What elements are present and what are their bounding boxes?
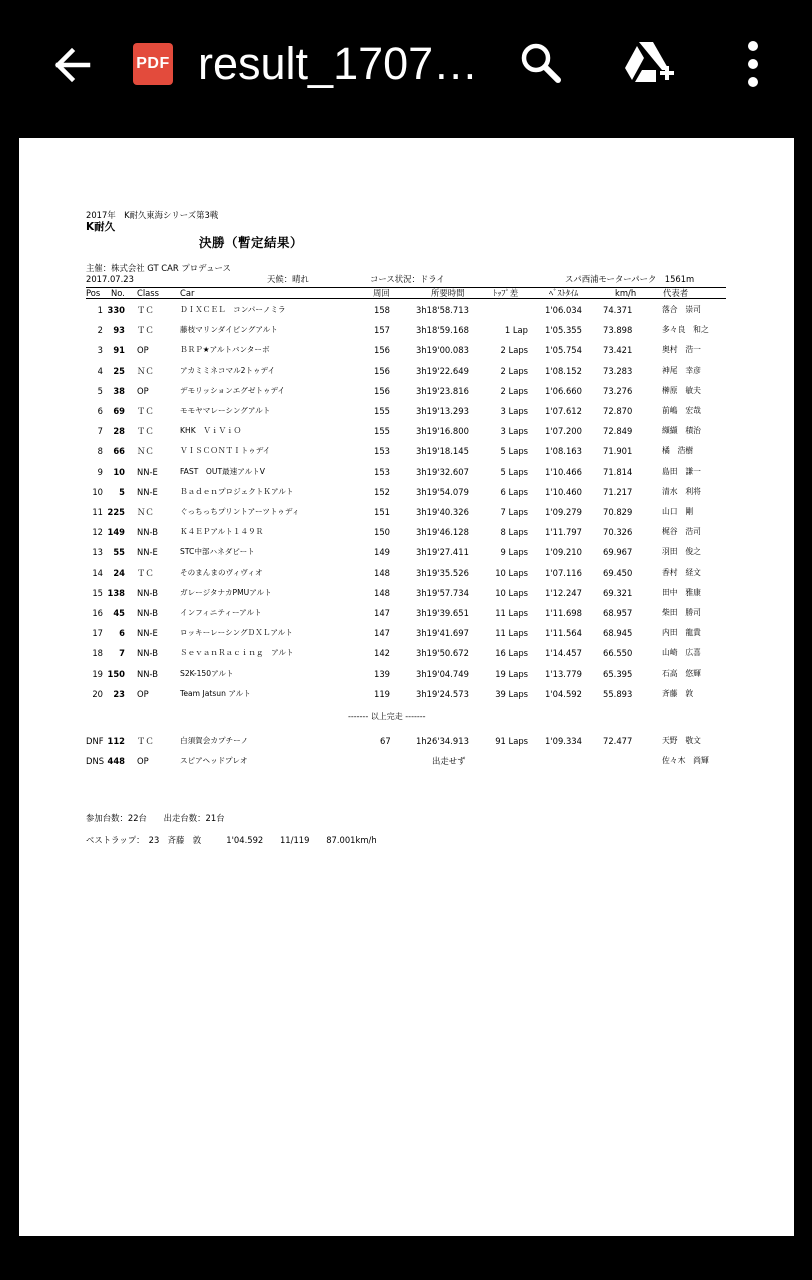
gap: 9 Laps (500, 547, 528, 558)
car-number: 448 (107, 756, 125, 766)
col-kmh: km/h (615, 288, 637, 298)
col-gap: ﾄｯﾌﾟ差 (493, 288, 519, 298)
pos: 15 (92, 587, 103, 598)
speed: 69.450 (603, 567, 633, 578)
total-time: 1h26'34.913 (416, 736, 469, 746)
best-time: 1'07.116 (545, 567, 582, 578)
speed: 65.395 (603, 668, 633, 679)
pos: DNS (86, 756, 105, 766)
total-time: 3h19'32.607 (416, 466, 469, 477)
class: NN-B (137, 587, 158, 598)
pdf-page[interactable] (19, 138, 794, 1236)
table-row (86, 486, 726, 498)
speed: 69.321 (603, 587, 633, 598)
col-pos: Pos (86, 288, 101, 298)
driver: 山口 剛 (662, 507, 694, 516)
table-row (86, 385, 726, 397)
laps: 155 (374, 426, 390, 437)
laps: 139 (374, 668, 390, 679)
class: ＴＣ (137, 325, 154, 336)
gap: 7 Laps (500, 507, 528, 517)
laps: 156 (374, 365, 390, 376)
gap: 91 Laps (495, 736, 528, 746)
table-row (86, 365, 726, 377)
car-name: STC中部ハネダビート (180, 547, 255, 557)
class: NN-E (137, 486, 158, 497)
car-name: ＢＲＰ★アルトバンターボ (180, 345, 270, 355)
gap: 6 Laps (500, 486, 528, 497)
best-time: 1'10.466 (545, 466, 582, 477)
total-time: 3h19'27.411 (416, 547, 469, 558)
gap: 2 Laps (500, 385, 528, 396)
best-time: 1'06.660 (545, 385, 582, 396)
laps: 149 (374, 547, 390, 558)
class: OP (137, 756, 149, 766)
organizer: 主催：株式会社 GT CAR プロデュース (86, 263, 231, 273)
speed: 70.326 (603, 527, 633, 538)
driver: 清水 利将 (662, 486, 701, 496)
driver: 前嶋 宏哉 (662, 406, 701, 415)
best-time: 1'05.355 (545, 325, 582, 336)
pos: 6 (97, 406, 103, 416)
class: OP (137, 385, 149, 396)
driver: 梶谷 浩司 (662, 527, 701, 537)
table-row (86, 344, 726, 356)
car-number: 45 (113, 608, 125, 618)
pos: 17 (92, 628, 103, 639)
car-name: ぐっちっちプリントアーツトゥディ (180, 507, 300, 516)
gap: 16 Laps (495, 648, 528, 659)
total-time: 3h19'40.326 (416, 507, 469, 517)
speed: 71.901 (603, 446, 633, 457)
class: NN-E (137, 628, 158, 639)
table-row (86, 445, 726, 457)
laps: 153 (374, 466, 390, 477)
results-heading: 決勝（暫定結果） (199, 235, 304, 250)
table-row (86, 587, 726, 599)
driver: 香村 経文 (662, 567, 701, 577)
table-row (86, 607, 726, 619)
back-arrow-icon[interactable] (48, 40, 98, 90)
best-time: 1'08.163 (545, 446, 582, 457)
table-row (86, 405, 726, 417)
pos: 2 (97, 325, 103, 336)
pos: 5 (97, 385, 103, 396)
class: ＴＣ (137, 406, 154, 416)
car-number: 225 (107, 507, 125, 517)
best-time: 1'05.754 (545, 345, 582, 356)
pos: DNF (86, 736, 104, 746)
gap: 5 Laps (500, 466, 528, 477)
gap: 5 Laps (500, 446, 528, 457)
speed: 72.870 (603, 406, 633, 416)
speed: 68.957 (603, 608, 633, 618)
car-number: 91 (113, 345, 125, 356)
speed: 69.967 (603, 547, 633, 558)
car-number: 23 (113, 688, 125, 699)
car-number: 10 (113, 466, 125, 477)
best-time: 1'13.779 (545, 668, 582, 679)
car-name: デモリッションエグゼトゥデイ (180, 385, 286, 395)
best-time: 1'07.200 (545, 426, 582, 437)
class: NN-B (137, 608, 158, 618)
total-time: 3h19'23.816 (416, 385, 469, 396)
driver: 天野 敬文 (662, 736, 701, 745)
total-time: 3h18'59.168 (416, 325, 469, 336)
gap: 19 Laps (495, 668, 528, 679)
car-number: 38 (113, 385, 125, 396)
car-name: ＤＩＸＣＥＬ コンパーノミラ (180, 305, 286, 314)
table-row (86, 466, 726, 478)
speed: 71.217 (603, 486, 633, 497)
car-name: ロッキーレーシングＤＸＬアルト (180, 628, 293, 638)
car-name: ガレージタナカPMUアルト (180, 587, 272, 597)
car-name: Ｋ４ＥＰアルト１４９Ｒ (180, 527, 264, 537)
best-time: 1'06.034 (545, 305, 582, 315)
best-time: 1'11.698 (545, 608, 582, 618)
best-time: 1'14.457 (545, 648, 582, 659)
speed: 74.371 (603, 305, 633, 315)
series-title: 2017年 K耐久東海シリーズ第3戦 (86, 210, 219, 220)
table-row (86, 647, 726, 659)
pos: 14 (92, 567, 103, 578)
laps: 151 (374, 507, 390, 517)
driver: 落合 崇司 (662, 305, 701, 314)
laps: 67 (380, 736, 391, 746)
pos: 18 (92, 648, 103, 659)
weather: 天候：晴れ (267, 274, 309, 284)
class: NN-B (137, 648, 158, 659)
driver: 柴田 勝司 (662, 608, 701, 617)
best-time: 1'10.460 (545, 486, 582, 497)
laps: 156 (374, 345, 390, 356)
gap: 2 Laps (500, 345, 528, 356)
driver: 羽田 俊之 (662, 547, 701, 557)
car-name: ＢａｄｅｎプロジェクトＫアルト (180, 486, 294, 496)
total-time: 3h19'22.649 (416, 365, 469, 376)
gap: 11 Laps (495, 628, 528, 639)
car-name: 藤枝マリンダイビングアルト (180, 325, 278, 335)
table-row (86, 567, 726, 579)
course-condition: コース状況：ドライ (370, 274, 445, 284)
col-class: Class (137, 288, 160, 298)
laps: 148 (374, 587, 390, 598)
total-time: 3h19'16.800 (416, 426, 469, 437)
laps: 158 (374, 305, 390, 315)
table-row (86, 668, 726, 680)
driver: 田中 雅康 (662, 587, 701, 597)
car-name: インフィニティーアルト (180, 608, 262, 617)
driver: 内田 龍貴 (662, 628, 701, 638)
driver: 榊原 敏夫 (662, 385, 701, 395)
total-time: 3h18'58.713 (416, 305, 469, 315)
speed: 66.550 (603, 648, 633, 659)
class: ＴＣ (137, 567, 154, 578)
speed: 71.814 (603, 466, 633, 477)
class: NN-E (137, 466, 158, 477)
laps: 157 (374, 325, 390, 336)
col-time: 所要時間 (431, 288, 465, 298)
dnf-row (86, 735, 726, 747)
car-number: 93 (113, 325, 125, 336)
total-time: 3h19'57.734 (416, 587, 469, 598)
speed: 55.893 (603, 688, 633, 699)
class: ＴＣ (137, 736, 154, 746)
class: ＴＣ (137, 305, 154, 315)
car-number: 138 (107, 587, 125, 598)
car-number: 24 (113, 567, 125, 578)
car-number: 5 (119, 486, 125, 497)
car-number: 55 (113, 547, 125, 558)
car-number: 150 (107, 668, 125, 679)
table-row (86, 546, 726, 558)
total-time: 3h19'41.697 (416, 628, 469, 639)
laps: 153 (374, 446, 390, 457)
driver: 石高 悠輝 (662, 668, 701, 678)
pos: 9 (97, 466, 103, 477)
pos: 19 (92, 668, 103, 679)
gap: 10 Laps (495, 567, 528, 578)
speed: 72.849 (603, 426, 633, 437)
pos: 1 (97, 305, 103, 315)
laps: 155 (374, 406, 390, 416)
car-name: ＳｅｖａｎＲａｃｉｎｇ アルト (180, 648, 294, 658)
best-time: 1'07.612 (545, 406, 582, 416)
total-time: 出走せず (432, 756, 466, 766)
best-time: 1'09.210 (545, 547, 582, 558)
app-bar (0, 0, 812, 128)
laps: 119 (374, 688, 390, 699)
pos: 10 (92, 486, 103, 497)
pos: 11 (92, 507, 103, 517)
pos: 16 (92, 608, 103, 618)
table-row (86, 688, 726, 700)
col-driver: 代表者 (663, 288, 689, 298)
total-time: 3h19'54.079 (416, 486, 469, 497)
driver: 島田 謙一 (662, 466, 701, 476)
best-time: 1'12.247 (545, 587, 582, 598)
total-time: 3h19'46.128 (416, 527, 469, 538)
pos: 3 (97, 345, 103, 356)
car-number: 7 (119, 648, 125, 659)
table-row (86, 324, 726, 336)
laps: 147 (374, 628, 390, 639)
driver: 山崎 広喜 (662, 648, 701, 658)
pdf-viewer[interactable] (0, 128, 812, 1280)
gap: 11 Laps (495, 608, 528, 618)
race-name: K耐久 (86, 221, 116, 233)
class: OP (137, 345, 149, 356)
speed: 73.898 (603, 325, 633, 336)
car-number: 25 (113, 365, 125, 376)
total-time: 3h19'24.573 (416, 688, 469, 699)
speed: 73.283 (603, 365, 633, 376)
total-time: 3h19'18.145 (416, 446, 469, 457)
class: OP (137, 688, 149, 699)
car-number: 149 (107, 527, 125, 538)
driver: 多々良 和之 (662, 325, 709, 335)
car-number: 6 (119, 628, 125, 639)
driver: 神尾 幸彦 (662, 365, 701, 375)
pos: 12 (92, 527, 103, 538)
car-name: スピアヘッドプレオ (180, 756, 248, 765)
driver: 斉藤 敦 (662, 688, 694, 698)
table-row (86, 506, 726, 518)
driver: 橘 浩樹 (662, 446, 694, 456)
col-car: Car (180, 288, 195, 298)
best-time: 1'08.152 (545, 365, 582, 376)
venue: スパ西浦モーターパーク 1561m (565, 274, 695, 284)
gap: 10 Laps (495, 587, 528, 598)
best-time: 1'11.797 (545, 527, 582, 538)
gap: 2 Laps (500, 365, 528, 376)
car-name: KHK ＶｉＶｉＯ (180, 426, 242, 436)
table-row (86, 425, 726, 437)
car-number: 69 (113, 406, 125, 416)
finished-separator: ------- 以上完走 ------- (348, 712, 426, 721)
car-name: S2K-150アルト (180, 668, 234, 678)
best-time: 1'09.334 (545, 736, 582, 746)
total-time: 3h19'35.526 (416, 567, 469, 578)
car-number: 28 (113, 426, 125, 437)
gap: 3 Laps (500, 426, 528, 437)
driver: 奥村 浩一 (662, 345, 701, 355)
gap: 1 Lap (504, 325, 528, 336)
laps: 152 (374, 486, 390, 497)
class: ＴＣ (137, 426, 154, 437)
col-no: No. (111, 288, 125, 298)
col-best: ﾍﾞｽﾄﾀｲﾑ (549, 288, 579, 298)
total-time: 3h19'04.749 (416, 668, 469, 679)
car-name: ＶＩＳＣＯＮＴＩトゥデイ (180, 446, 271, 456)
speed: 68.945 (603, 628, 633, 639)
col-laps: 周回 (373, 288, 390, 298)
driver: 佐々木 尚輝 (662, 756, 709, 765)
race-date: 2017.07.23 (86, 274, 134, 284)
best-time: 1'11.564 (545, 628, 582, 639)
gap: 3 Laps (500, 406, 528, 416)
pos: 4 (97, 365, 103, 376)
speed: 73.421 (603, 345, 633, 356)
laps: 148 (374, 567, 390, 578)
table-row (86, 304, 726, 316)
table-row (86, 627, 726, 639)
class: ＮＣ (137, 507, 154, 517)
best-time: 1'04.592 (545, 688, 582, 699)
speed: 73.276 (603, 385, 633, 396)
pos: 7 (97, 426, 103, 437)
table-row (86, 526, 726, 538)
class: ＮＣ (137, 365, 154, 376)
speed: 72.477 (603, 736, 633, 746)
dns-row (86, 755, 726, 767)
total-time: 3h19'39.651 (416, 608, 469, 618)
add-to-drive-icon[interactable] (622, 40, 676, 88)
car-name: Team Jatsun アルト (180, 688, 251, 698)
pos: 20 (92, 688, 103, 699)
search-icon[interactable] (518, 40, 564, 86)
pos: 8 (97, 446, 103, 457)
pos: 13 (92, 547, 103, 558)
laps: 147 (374, 608, 390, 618)
class: ＮＣ (137, 446, 154, 457)
car-number: 66 (113, 446, 125, 457)
pdf-file-icon: PDF (133, 43, 173, 85)
total-time: 3h19'00.083 (416, 345, 469, 356)
car-number: 330 (107, 305, 125, 315)
total-time: 3h19'13.293 (416, 406, 469, 416)
best-time: 1'09.279 (545, 507, 582, 517)
laps: 156 (374, 385, 390, 396)
entries-summary: 参加台数：22台 出走台数：21台 (86, 813, 225, 823)
gap: 39 Laps (495, 688, 528, 699)
car-number: 112 (107, 736, 125, 746)
car-name: FAST OUT最速アルトV (180, 466, 265, 476)
class: NN-B (137, 668, 158, 679)
speed: 70.829 (603, 507, 633, 517)
car-name: アカミミネコマル2トゥデイ (180, 365, 276, 375)
car-name: 白須賀会カプチーノ (180, 736, 249, 745)
best-lap-summary: ベストラップ： 23 斉藤 敦 1'04.592 11/119 87.001km/h (86, 835, 377, 845)
class: NN-E (137, 547, 158, 558)
document-title: result_1707… (198, 38, 478, 89)
total-time: 3h19'50.672 (416, 648, 469, 659)
table-header (86, 287, 726, 299)
car-name: モモヤマレーシングアルト (180, 406, 271, 415)
laps: 150 (374, 527, 390, 538)
laps: 142 (374, 648, 390, 659)
car-name: そのまんまのヴィヴィオ (180, 567, 263, 577)
class: NN-B (137, 527, 158, 538)
more-options-icon[interactable] (738, 38, 768, 90)
gap: 8 Laps (500, 527, 528, 538)
driver: 纐纈 積治 (662, 426, 701, 436)
